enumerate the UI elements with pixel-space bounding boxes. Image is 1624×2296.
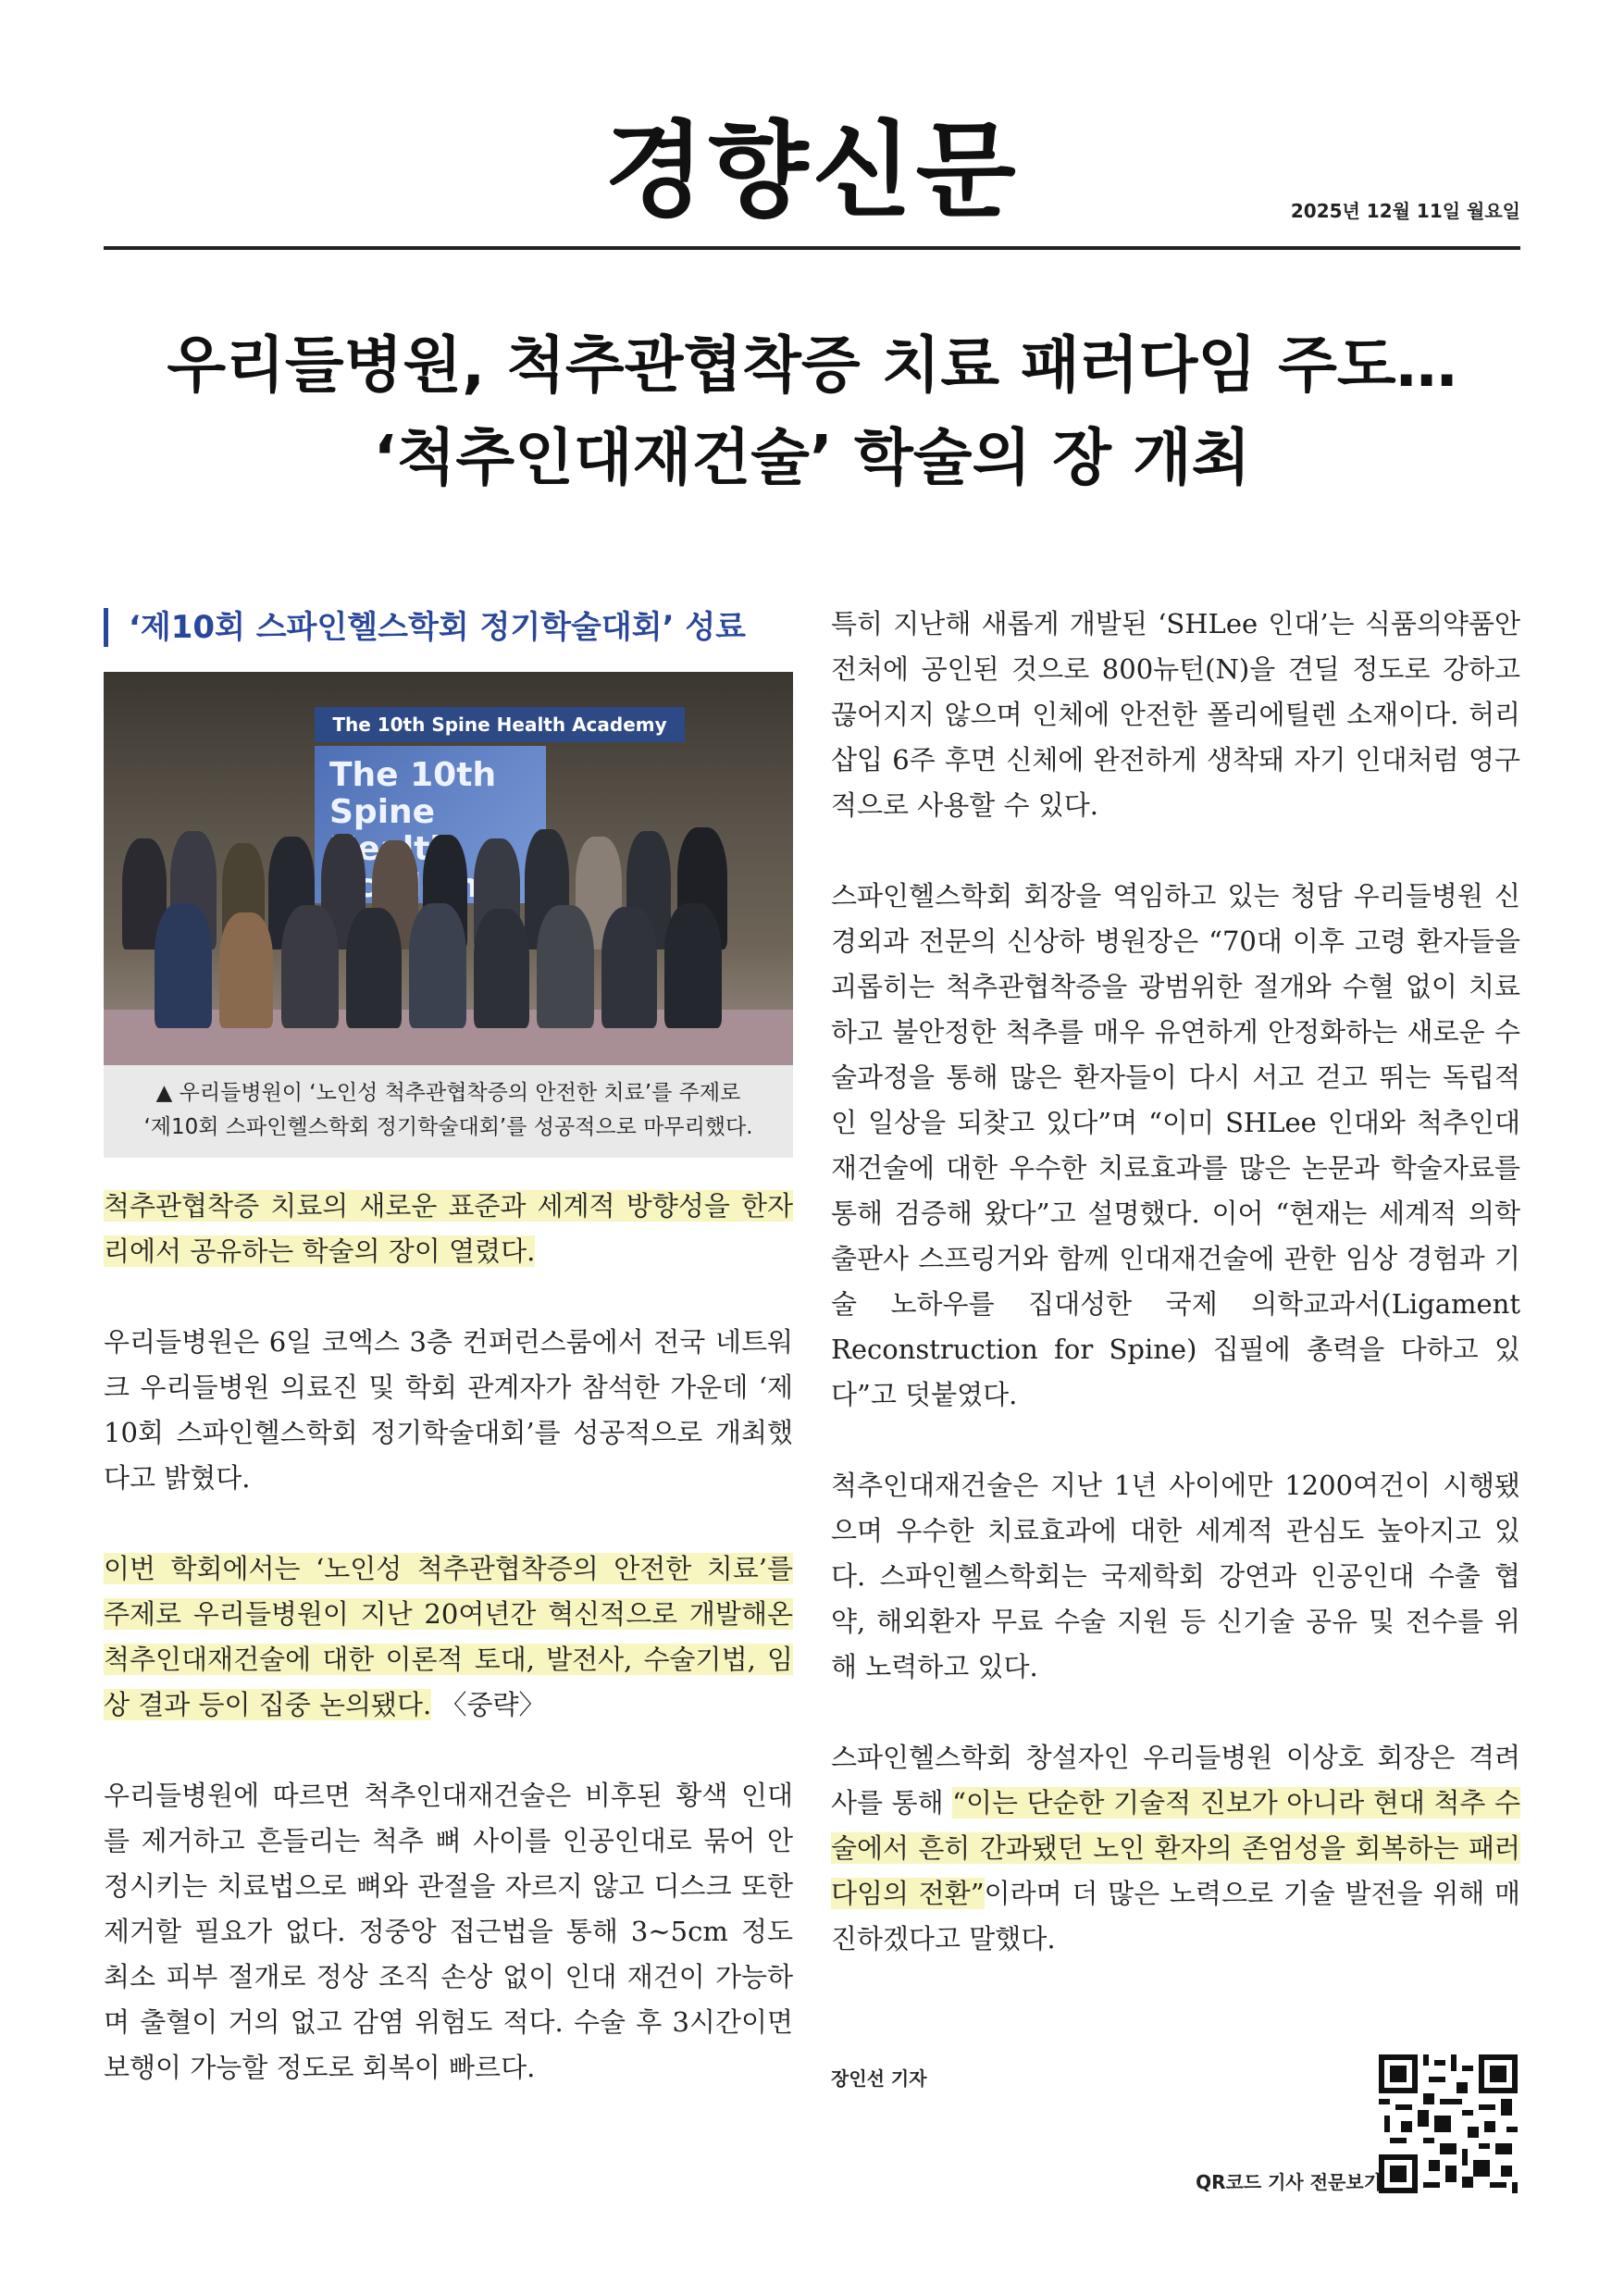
photo-banner: The 10th Spine Health Academy (315, 707, 685, 742)
photo-person (409, 903, 466, 1028)
highlighted-quote: “이는 단순한 기술적 진보가 아니라 현대 척추 수술에서 흔히 간과됐던 노인 환자의 존엄성을 회복하는 패러다임의 전환” (831, 1787, 1520, 1909)
photo-person (601, 907, 657, 1028)
body-paragraph: 특히 지난해 새롭게 개발된 ‘SHLee 인대’는 식품의약품안전처에 공인된 것으로 800뉴턴(N)을 견딜 정도로 강하고 끊어지지 않으며 인체에 안전한 폴리에틸렌 소재이다. 허리 삽입 6주 후면 신체에 완전하게 생착돼 자기 인대처럼 영구적으로 사용할 수 있다. (831, 608, 1520, 821)
left-column (104, 606, 793, 2091)
paragraph-text: 이라며 더 많은 노력으로 기술 발전을 위해 매진하겠다고 말했다. (831, 1878, 1521, 1955)
lead-paragraph (104, 1184, 793, 1274)
qr-code-icon[interactable] (1379, 2054, 1518, 2193)
photo-person (474, 909, 529, 1028)
body-paragraph (831, 1735, 1520, 1962)
caption-line-1: ▲ 우리들병원이 ‘노인성 척추관협착증의 안전한 치료’를 주제로 (155, 1081, 741, 1105)
highlighted-text: 이번 학회에서는 ‘노인성 척추관협착증의 안전한 치료’를 주제로 우리들병원이 지난 20여년간 혁신적으로 개발해온 척추인대재건술에 대한 이론적 토대, 발전사, 수술기법, 임상 결과 등이 집중 논의됐다. (104, 1553, 793, 1720)
body-paragraph (104, 1546, 793, 1728)
newspaper-masthead: 경향신문 (604, 111, 1020, 231)
caption-line-2: ‘제10회 스파인헬스학회 정기학술대회’를 성공적으로 마무리했다. (143, 1115, 753, 1139)
masthead-divider (104, 246, 1520, 250)
photo-figure (104, 672, 793, 1158)
photo-caption (104, 1076, 793, 1145)
photo-person (537, 905, 594, 1028)
photo-person (664, 903, 722, 1028)
body-paragraph: 우리들병원에 따르면 척추인대재건술은 비후된 황색 인대를 제거하고 흔들리는 척추 뼈 사이를 인공인대로 묶어 안정시키는 치료법으로 뼈와 관절을 자르지 않고 디스크 또한 제거할 필요가 없다. 정중앙 접근법을 통해 3~5cm 정도 최소 피부 절개로 정상 조직 손상 없이 인대 재건이 가능하며 출혈이 거의 없고 감염 위험도 적다. 수술 후 3시간이면 보행이 가능할 정도로 회복이 빠르다. (104, 1780, 793, 2083)
highlighted-text: 척추관협착증 치료의 새로운 표준과 세계적 방향성을 한자리에서 공유하는 학술의 장이 열렸다. (104, 1190, 793, 1267)
omission-mark: 〈중략〉 (431, 1689, 546, 1720)
photo-person (155, 903, 212, 1028)
headline-line-1: 우리들병원, 척추관협착증 치료 패러다임 주도… (167, 329, 1457, 401)
photo-screen: The 10th Spine (315, 746, 546, 903)
photo-person (346, 908, 402, 1028)
publication-date: 2025년 12월 11일 월요일 (1290, 200, 1520, 222)
article-headline (74, 319, 1550, 504)
qr-label: QR코드 기사 전문보기 (1196, 2171, 1382, 2193)
right-column (831, 602, 1520, 1962)
photo-person (219, 912, 273, 1028)
reporter-byline: 장인선 기자 (831, 2067, 927, 2090)
group-photo (104, 672, 793, 1065)
photo-person (281, 905, 339, 1028)
paragraph-text: 스파인헬스학회 창설자인 우리들병원 이상호 회장은 격려사를 통해 (831, 1742, 1520, 1818)
article-subhead: ‘제10회 스파인헬스학회 정기학술대회’ 성료 (104, 608, 793, 647)
body-paragraph: 우리들병원은 6일 코엑스 3층 컨퍼런스룸에서 전국 네트워크 우리들병원 의료진 및 학회 관계자가 참석한 가운데 ‘제10회 스파인헬스학회 정기학술대회’를 성공적으로 개최했다고 밝혔다. (104, 1326, 793, 1494)
body-paragraph: 스파인헬스학회 회장을 역임하고 있는 청담 우리들병원 신경외과 전문의 신상하 병원장은 “70대 이후 고령 환자들을 괴롭히는 척추관협착증을 광범위한 절개와 수혈 없이 치료하고 불안정한 척추를 매우 유연하게 안정화하는 새로운 수술과정을 통해 많은 환자들이 다시 서고 걷고 뛰는 독립적인 일상을 되찾고 있다”며 “이미 SHLee 인대와 척추인대재건술에 대한 우수한 치료효과를 많은 논문과 학술자료를 통해 검증해 왔다”고 설명했다. 이어 “현재는 세계적 의학출판사 스프링거와 함께 인대재건술에 관한 임상 경험과 기술 노하우를 집대성한 국제 의학교과서(Ligament Reconstruction for Spine) 집필에 총력을 다하고 있다”고 덧붙였다. (831, 880, 1520, 1410)
headline-line-2: ‘척추인대재건술’ 학술의 장 개최 (373, 422, 1251, 493)
body-paragraph: 척추인대재건술은 지난 1년 사이에만 1200여건이 시행됐으며 우수한 치료효과에 대한 세계적 관심도 높아지고 있다. 스파인헬스학회는 국제학회 강연과 인공인대 수출 협약, 해외환자 무료 수술 지원 등 신기술 공유 및 전수를 위해 노력하고 있다. (831, 1470, 1520, 1682)
